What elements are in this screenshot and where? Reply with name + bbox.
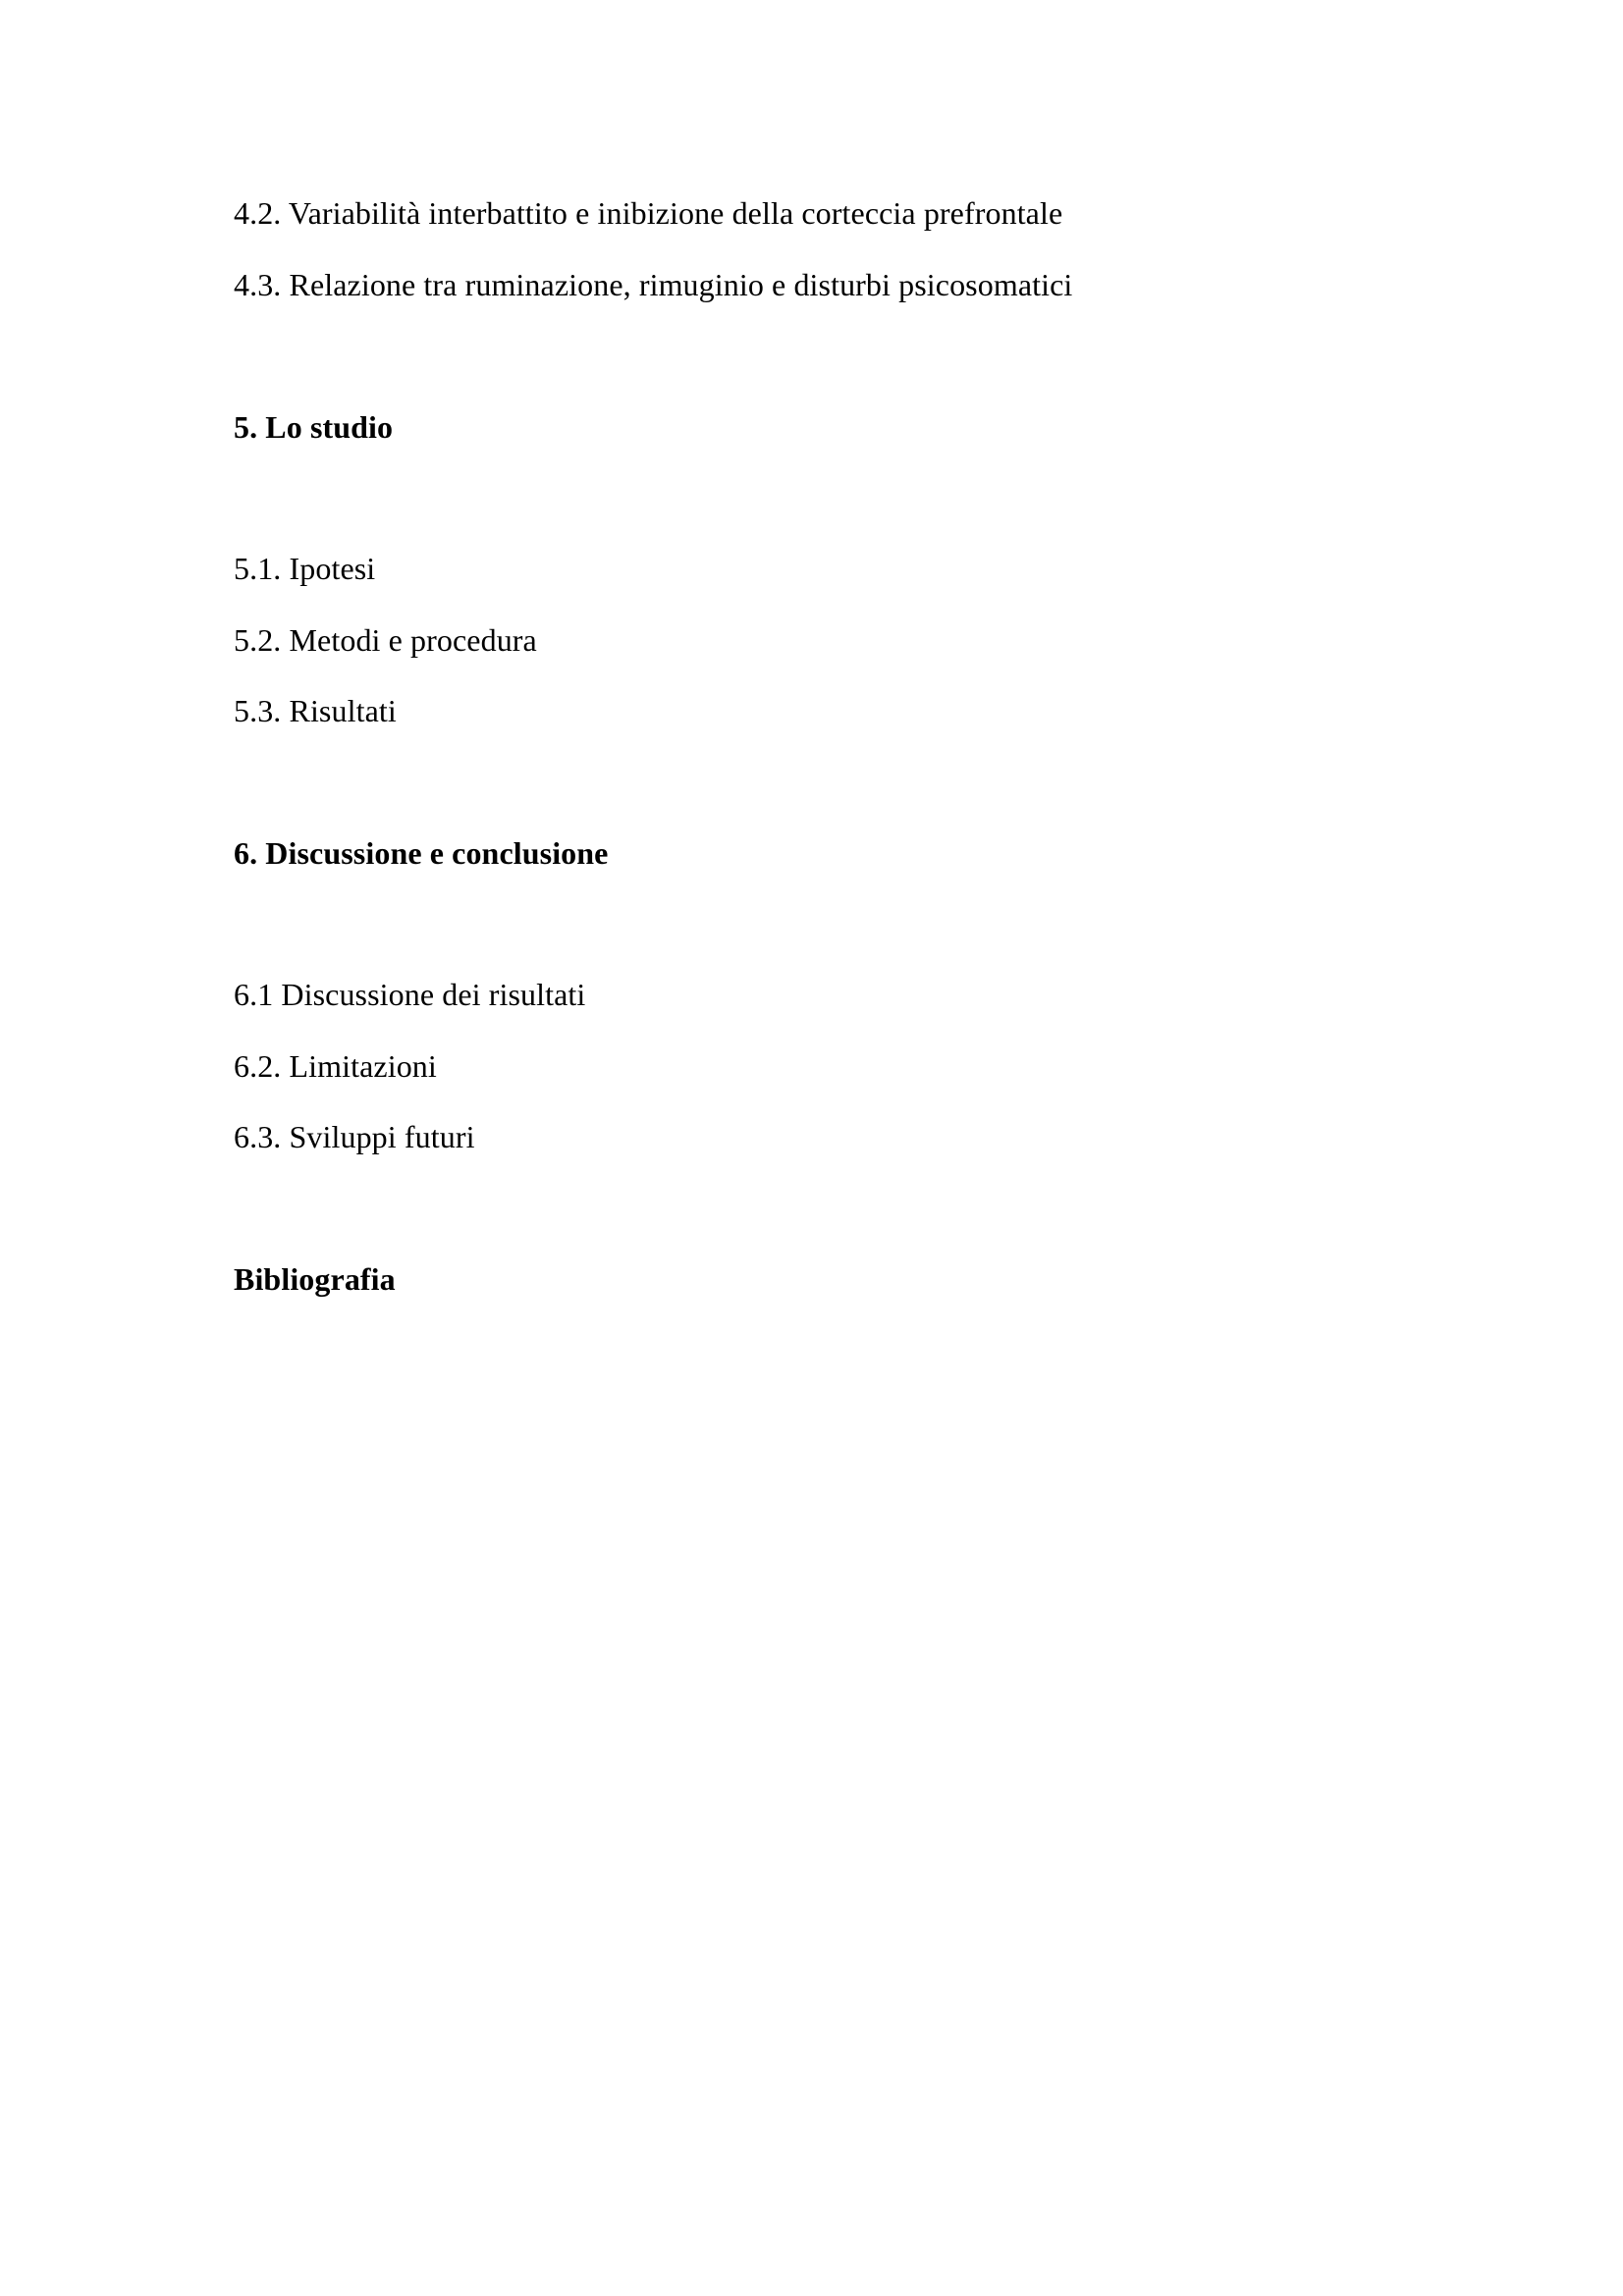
toc-entry-5-1: 5.1. Ipotesi	[234, 551, 376, 586]
toc-entry-6-1: 6.1 Discussione dei risultati	[234, 977, 586, 1012]
toc-entry-4-2: 4.2. Variabilità interbattito e inibizione della corteccia prefrontale	[234, 195, 1063, 231]
toc-entry-5-2: 5.2. Metodi e procedura	[234, 622, 537, 658]
toc-entry-6-3: 6.3. Sviluppi futuri	[234, 1119, 475, 1154]
toc-entry-4-3: 4.3. Relazione tra ruminazione, rimuginio e disturbi psicosomatici	[234, 267, 1073, 302]
toc-entry-6-2: 6.2. Limitazioni	[234, 1048, 437, 1084]
toc-heading-bibliography: Bibliografia	[234, 1261, 396, 1297]
toc-heading-5: 5. Lo studio	[234, 409, 394, 445]
toc-entry-5-3: 5.3. Risultati	[234, 693, 397, 728]
toc-heading-6: 6. Discussione e conclusione	[234, 835, 609, 871]
